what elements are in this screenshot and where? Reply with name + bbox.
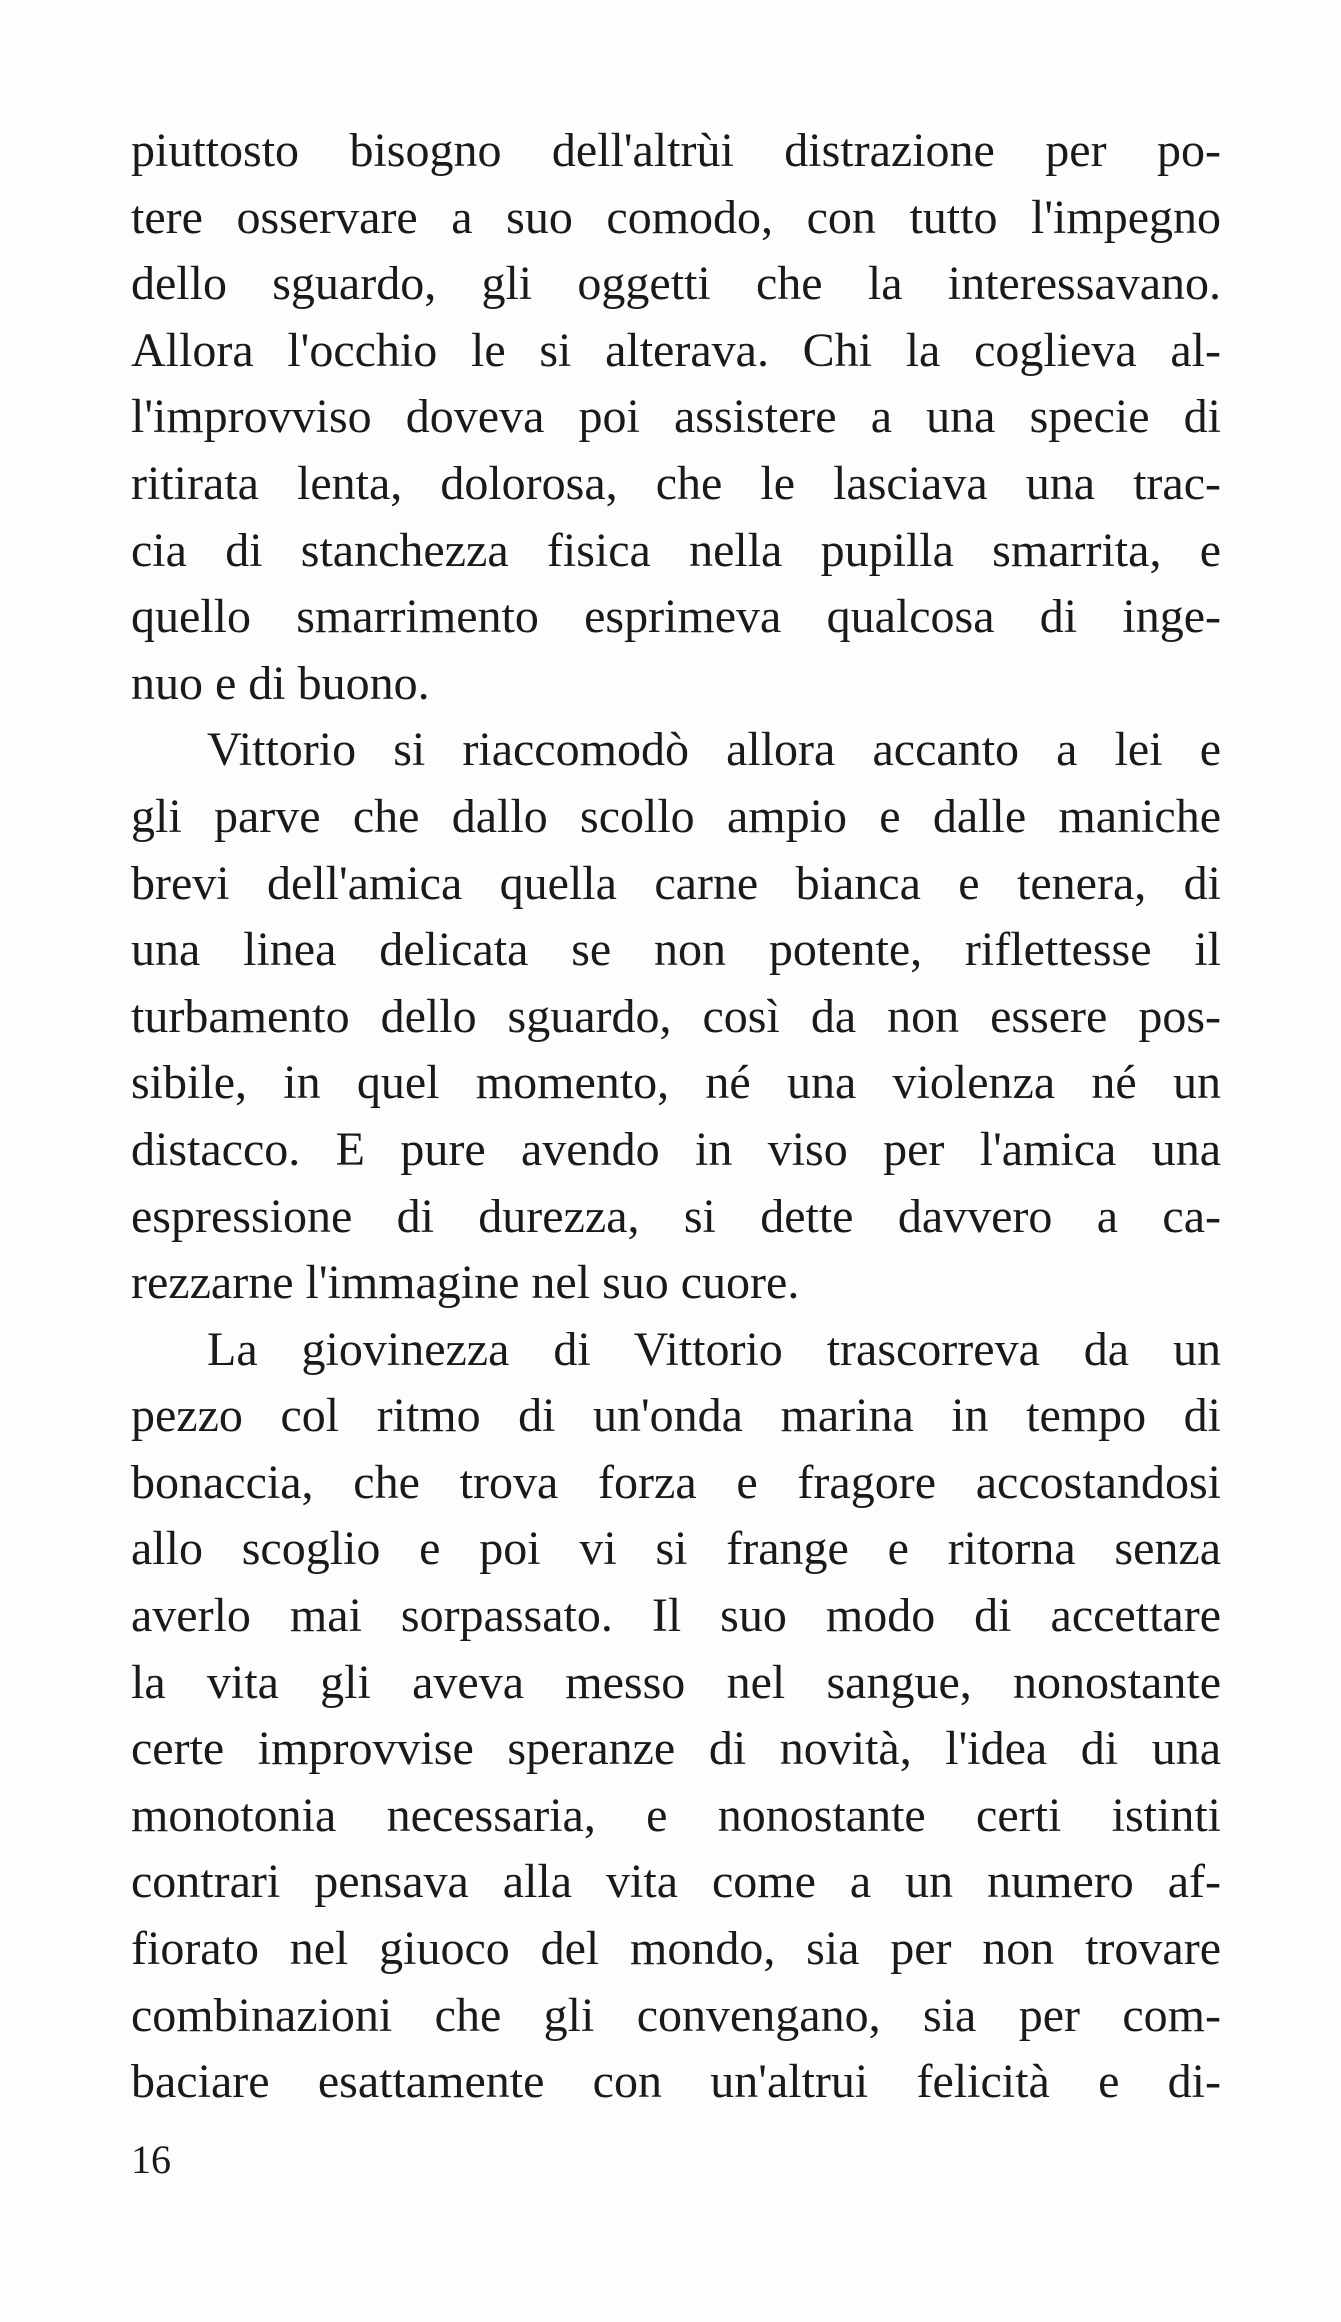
text-line: baciare esattamente con un'altrui felicità e di- [131,2055,1221,2109]
text-line: l'improvviso doveva poi assistere a una specie di [131,390,1221,444]
text-line: certe improvvise speranze di novità, l'idea di una [131,1722,1221,1776]
text-line: cia di stanchezza fisica nella pupilla smarrita, e [131,523,1221,577]
text-line: espressione di durezza, si dette davvero a ca- [131,1189,1221,1243]
paragraph-1 [131,118,1221,717]
text-line: la vita gli aveva messo nel sangue, nonostante [131,1655,1221,1709]
text-line: gli parve che dallo scollo ampio e dalle maniche [131,789,1221,843]
text-line: fiorato nel giuoco del mondo, sia per non trovare [131,1922,1221,1976]
text-line: rezzarne l'immagine nel suo cuore. [131,1256,800,1310]
text-line: bonaccia, che trova forza e fragore accostandosi [131,1455,1221,1509]
text-line: ritirata lenta, dolorosa, che le lasciava una trac- [131,456,1221,510]
text-line: nuo e di buono. [131,656,430,710]
text-line: allo scoglio e poi vi si frange e ritorna senza [131,1522,1221,1576]
text-line: pezzo col ritmo di un'onda marina in tempo di [131,1389,1221,1443]
text-line: turbamento dello sguardo, così da non essere pos- [131,989,1221,1043]
body-text [131,118,1221,2116]
text-line: una linea delicata se non potente, riflettesse il [131,923,1221,977]
text-line: dello sguardo, gli oggetti che la interessavano. [131,257,1221,311]
text-line: tere osservare a suo comodo, con tutto l'impegno [131,190,1221,244]
text-line: sibile, in quel momento, né una violenza né un [131,1056,1221,1110]
text-line: quello smarrimento esprimeva qualcosa di inge- [131,590,1221,644]
text-line: Vittorio si riaccomodò allora accanto a lei e [207,723,1221,777]
text-line: monotonia necessaria, e nonostante certi istinti [131,1788,1221,1842]
text-line: Allora l'occhio le si alterava. Chi la coglieva al- [131,323,1221,377]
paragraph-3 [131,1317,1221,2116]
text-line: contrari pensava alla vita come a un numero af- [131,1855,1221,1909]
text-line: La giovinezza di Vittorio trascorreva da un [207,1322,1221,1376]
text-line: averlo mai sorpassato. Il suo modo di accettare [131,1589,1221,1643]
text-line: piuttosto bisogno dell'altrùi distrazione per po- [131,124,1221,177]
text-line: combinazioni che gli convengano, sia per com- [131,1988,1221,2042]
page-number: 16 [131,2137,171,2182]
paragraph-2 [131,717,1221,1316]
text-line: distacco. E pure avendo in viso per l'amica una [131,1122,1221,1176]
text-line: brevi dell'amica quella carne bianca e tenera, di [131,856,1221,910]
